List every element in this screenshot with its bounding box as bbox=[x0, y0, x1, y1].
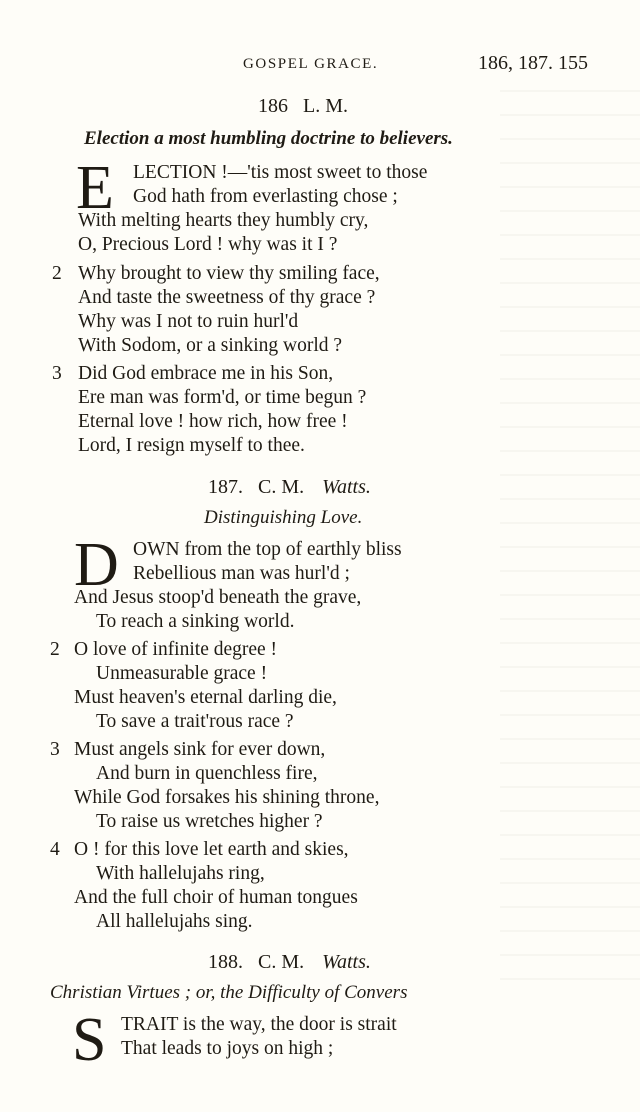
hymn-title: Distinguishing Love. bbox=[204, 507, 363, 528]
drop-cap: E bbox=[76, 154, 114, 222]
verse-line: With melting hearts they humbly cry, bbox=[78, 210, 369, 231]
verse-line: Eternal love ! how rich, how free ! bbox=[78, 411, 348, 432]
verse-line: Rebellious man was hurl'd ; bbox=[133, 563, 350, 584]
stanza-number: 3 bbox=[52, 363, 62, 384]
verse-line: O, Precious Lord ! why was it I ? bbox=[78, 234, 338, 255]
hymn-title: Christian Virtues ; or, the Difficulty of Convers bbox=[50, 982, 408, 1003]
verse-line: Why brought to view thy smiling face, bbox=[78, 263, 380, 284]
hymn-author: Watts. bbox=[322, 476, 371, 498]
verse-line: Must heaven's eternal darling die, bbox=[74, 687, 337, 708]
verse-line: God hath from everlasting chose ; bbox=[133, 186, 398, 207]
verse-line: Unmeasurable grace ! bbox=[96, 663, 268, 684]
verse-line: LECTION !—'tis most sweet to those bbox=[133, 162, 428, 183]
verse-line: Must angels sink for ever down, bbox=[74, 739, 326, 760]
verse-line: To raise us wretches higher ? bbox=[96, 811, 323, 832]
verse-line: OWN from the top of earthly bliss bbox=[133, 539, 402, 560]
running-head-title: GOSPEL GRACE. bbox=[243, 56, 379, 72]
verse-line: Did God embrace me in his Son, bbox=[78, 363, 334, 384]
hymn-heading: 188. C. M. Watts. bbox=[208, 951, 371, 973]
stanza-number: 2 bbox=[50, 639, 60, 660]
verse-line: Lord, I resign myself to thee. bbox=[78, 435, 305, 456]
verse-line: Ere man was form'd, or time begun ? bbox=[78, 387, 367, 408]
verse-line: And Jesus stoop'd beneath the grave, bbox=[74, 587, 362, 608]
verse-line: With Sodom, or a sinking world ? bbox=[78, 335, 343, 356]
running-head-page-numbers: 186, 187. 155 bbox=[478, 52, 588, 74]
verse-line: All hallelujahs sing. bbox=[96, 911, 253, 932]
stanza-number: 2 bbox=[52, 263, 62, 284]
drop-cap: S bbox=[72, 1006, 107, 1074]
verse-line: And the full choir of human tongues bbox=[74, 887, 358, 908]
verse-line: TRAIT is the way, the door is strait bbox=[121, 1014, 397, 1035]
verse-line: While God forsakes his shining throne, bbox=[74, 787, 380, 808]
bleed-through-texture bbox=[500, 90, 640, 990]
verse-line: And burn in quenchless fire, bbox=[96, 763, 318, 784]
verse-line: O ! for this love let earth and skies, bbox=[74, 839, 349, 860]
verse-line: That leads to joys on high ; bbox=[121, 1038, 334, 1059]
verse-line: With hallelujahs ring, bbox=[96, 863, 265, 884]
hymn-heading: 187. C. M. Watts. bbox=[208, 476, 371, 498]
hymn-title: Election a most humbling doctrine to believers. bbox=[84, 128, 453, 149]
stanza-number: 4 bbox=[50, 839, 60, 860]
stanza-number: 3 bbox=[50, 739, 60, 760]
verse-line: O love of infinite degree ! bbox=[74, 639, 278, 660]
hymn-heading: 186 L. M. bbox=[258, 95, 348, 117]
drop-cap: D bbox=[74, 531, 119, 599]
verse-line: To reach a sinking world. bbox=[96, 611, 295, 632]
verse-line: Why was I not to ruin hurl'd bbox=[78, 311, 299, 332]
hymn-author: Watts. bbox=[322, 951, 371, 973]
verse-line: To save a trait'rous race ? bbox=[96, 711, 294, 732]
running-head bbox=[0, 52, 640, 82]
verse-line: And taste the sweetness of thy grace ? bbox=[78, 287, 376, 308]
